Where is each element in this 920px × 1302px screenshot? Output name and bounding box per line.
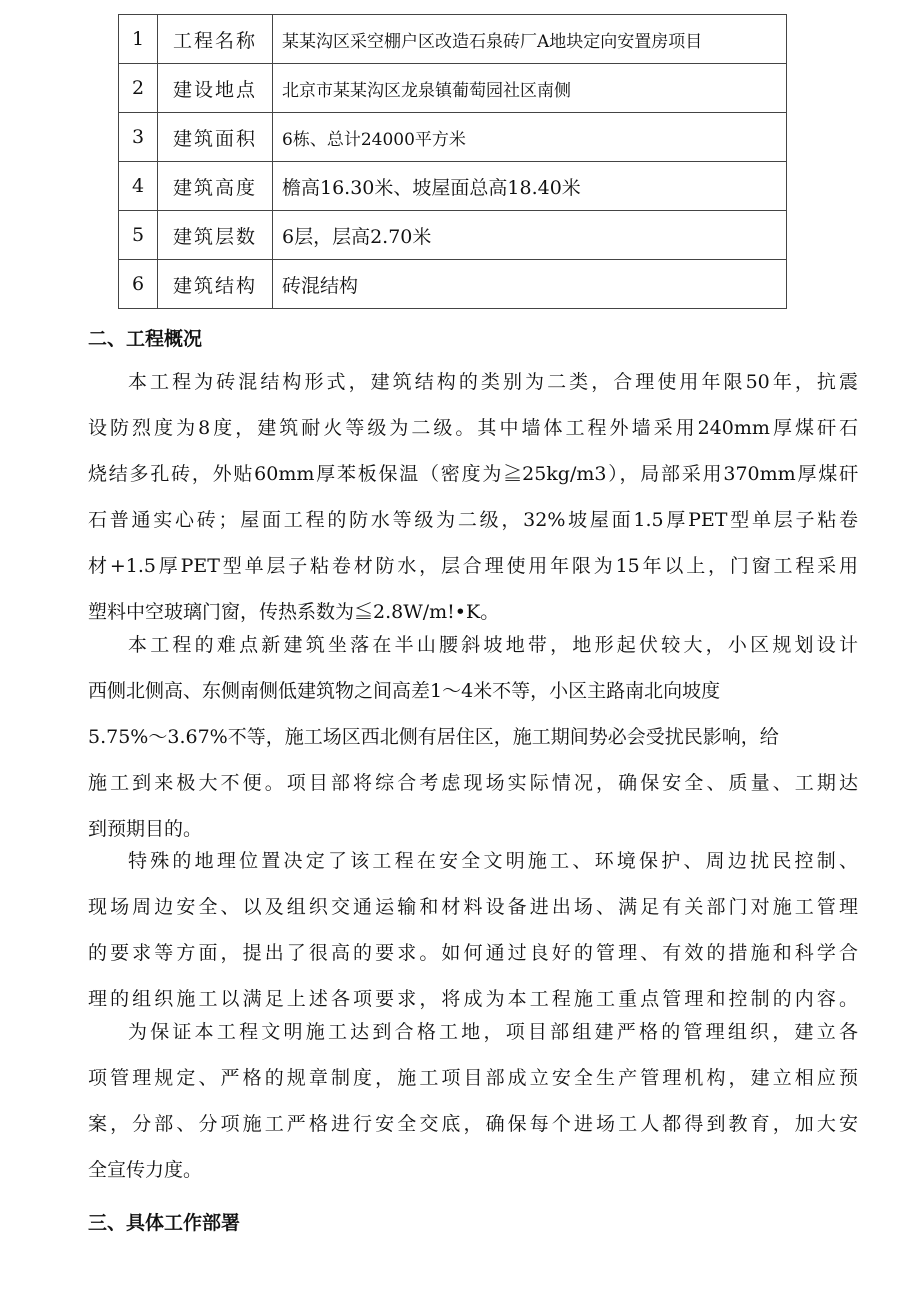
paragraph-difficulty <box>88 622 858 852</box>
row-label: 工程名称 <box>158 15 273 64</box>
table-row <box>119 113 787 162</box>
text-line: 到预期目的。 <box>88 818 203 840</box>
row-label: 建设地点 <box>158 64 273 113</box>
text-line: 塑料中空玻璃门窗，传热系数为≦2.8W/m!•K。 <box>88 601 500 623</box>
text-line: 施工到来极大不便。项目部将综合考虑现场实际情况，确保安全、质量、工期达 <box>88 772 858 794</box>
table-row <box>119 260 787 309</box>
text-line: 5.75%～3.67%不等，施工场区西北侧有居住区，施工期间势必会受扰民影响，给 <box>88 726 779 748</box>
paragraph-management <box>88 1009 858 1193</box>
row-number: 3 <box>119 113 158 162</box>
text-line: 石普通实心砖；屋面工程的防水等级为二级，32%坡屋面1.5厚PET型单层子粘卷 <box>88 509 858 531</box>
text-line: 项管理规定、严格的规章制度，施工项目部成立安全生产管理机构，建立相应预 <box>88 1067 858 1089</box>
row-value: 檐高16.30米、坡屋面总高18.40米 <box>273 162 787 211</box>
text-line: 的要求等方面，提出了很高的要求。如何通过良好的管理、有效的措施和科学合 <box>88 942 858 964</box>
row-number: 6 <box>119 260 158 309</box>
row-number: 2 <box>119 64 158 113</box>
row-value: 砖混结构 <box>273 260 787 309</box>
row-label: 建筑面积 <box>158 113 273 162</box>
table-row <box>119 15 787 64</box>
row-label: 建筑结构 <box>158 260 273 309</box>
row-value: 6层，层高2.70米 <box>273 211 787 260</box>
section-heading-overview: 二、工程概况 <box>88 328 203 350</box>
section-heading-deployment: 三、具体工作部署 <box>88 1212 241 1234</box>
text-line: 设防烈度为8度，建筑耐火等级为二级。其中墙体工程外墙采用240mm厚煤矸石 <box>88 417 858 439</box>
row-value: 某某沟区采空棚户区改造石泉砖厂A地块定向安置房项目 <box>273 15 787 64</box>
text-line: 本工程为砖混结构形式，建筑结构的类别为二类，合理使用年限50年，抗震 <box>128 371 858 393</box>
table-row <box>119 64 787 113</box>
text-line: 特殊的地理位置决定了该工程在安全文明施工、环境保护、周边扰民控制、 <box>128 850 858 872</box>
row-number: 4 <box>119 162 158 211</box>
text-line: 材+1.5厚PET型单层子粘卷材防水，层合理使用年限为15年以上，门窗工程采用 <box>88 555 858 577</box>
row-number: 5 <box>119 211 158 260</box>
text-line: 全宣传力度。 <box>88 1159 203 1181</box>
row-value: 北京市某某沟区龙泉镇葡萄园社区南侧 <box>273 64 787 113</box>
text-line: 本工程的难点新建筑坐落在半山腰斜坡地带，地形起伏较大，小区规划设计 <box>128 634 858 656</box>
project-info-table <box>118 14 787 309</box>
paragraph-structure <box>88 359 858 635</box>
row-value: 6栋、总计24000平方米 <box>273 113 787 162</box>
text-line: 现场周边安全、以及组织交通运输和材料设备进出场、满足有关部门对施工管理 <box>88 896 858 918</box>
table-row <box>119 162 787 211</box>
table-row <box>119 211 787 260</box>
row-number: 1 <box>119 15 158 64</box>
row-label: 建筑高度 <box>158 162 273 211</box>
text-line: 为保证本工程文明施工达到合格工地，项目部组建严格的管理组织，建立各 <box>128 1021 858 1043</box>
paragraph-location <box>88 838 858 1022</box>
text-line: 案，分部、分项施工严格进行安全交底，确保每个进场工人都得到教育，加大安 <box>88 1113 858 1135</box>
text-line: 烧结多孔砖，外贴60mm厚苯板保温（密度为≧25kg/m3），局部采用370mm厚煤矸 <box>88 463 858 485</box>
text-line: 理的组织施工以满足上述各项要求，将成为本工程施工重点管理和控制的内容。 <box>88 988 858 1010</box>
row-label: 建筑层数 <box>158 211 273 260</box>
text-line: 西侧北侧高、东侧南侧低建筑物之间高差1～4米不等，小区主路南北向坡度 <box>88 680 721 702</box>
